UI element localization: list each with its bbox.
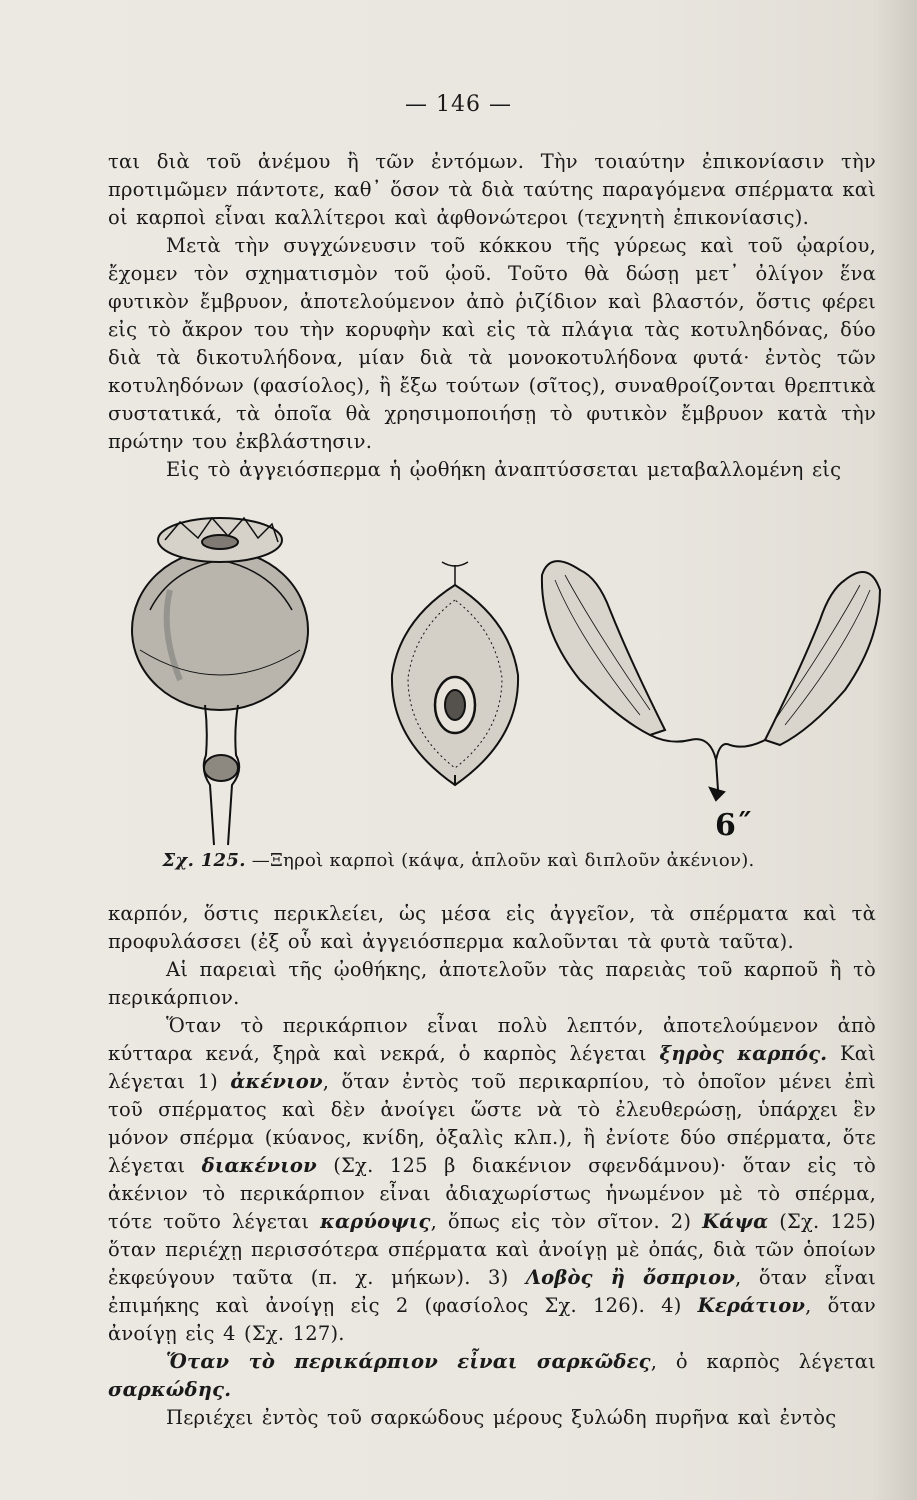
term: Ὅταν τὸ περικάρπιον εἶναι σαρκῶδες: [166, 1350, 651, 1373]
term: σαρκώδης.: [108, 1378, 232, 1401]
text-run: , ὁ καρπὸς λέγεται: [650, 1350, 876, 1373]
paragraph: Αἱ παρειαὶ τῆς ᾠοθήκης, ἀποτελοῦν τὰς παρειὰς τοῦ καρποῦ ἢ τὸ περικάρπιον.: [108, 958, 876, 1009]
term: ἀκένιον: [230, 1070, 323, 1093]
paragraph: Περιέχει ἐντὸς τοῦ σαρκώδους μέρους ξυλώδη πυρῆνα καὶ ἐντὸς: [166, 1406, 837, 1429]
term: Λοβὸς ἢ ὄσπριον: [525, 1266, 736, 1289]
text-run: , ὅταν ἀνοίγῃ εἰς 4 (Σχ. 127).: [108, 1294, 876, 1345]
text-run: Ὅταν τὸ περικάρπιον εἶναι πολὺ λεπτόν, ἀποτελούμενον ἀπὸ κύτταρα κενά, ξηρὰ καὶ νεκρά, ὁ καρπὸς λέγεται: [108, 1014, 876, 1065]
term: ξηρὸς καρπός.: [659, 1042, 828, 1065]
figure-125: [110, 500, 890, 850]
figure-label: Σχ. 125.: [162, 850, 246, 871]
text-run: , ὅταν εἶναι ἐπιμήκης καὶ ἀνοίγῃ εἰς 2 (φασίολος Σχ. 126). 4): [108, 1266, 876, 1317]
term: Κεράτιον: [697, 1294, 806, 1317]
paragraph: Εἰς τὸ ἀγγειόσπερμα ἡ ᾠοθήκη ἀναπτύσσεται μεταβαλλομένη εἰς: [166, 458, 842, 481]
text-run: , ὅπως εἰς τὸν σῖτον. 2): [430, 1210, 703, 1233]
maple-samara-drawing: [542, 561, 880, 800]
figure-mark: 6˝: [715, 808, 751, 843]
text-run: (Σχ. 125 β διακένιον σφενδάμνου)· ὅταν εἰς τὸ ἀκένιον τὸ περικάρπιον εἶναι ἀδιαχωρίστως ἡνωμένον μὲ τὸ σπέρμα, τότε τοῦτο λέγεται: [108, 1154, 876, 1233]
term: διακένιον: [201, 1154, 317, 1177]
bottom-text-block: [108, 900, 876, 1432]
top-text-block: [108, 148, 876, 484]
paragraph: ται διὰ τοῦ ἀνέμου ἢ τῶν ἐντόμων. Τὴν τοιαύτην ἐπικονίασιν τὴν προτιμῶμεν πάντοτε, καθ᾽ ὅσον τὰ διὰ ταύτης παραγόμενα σπέρματα καὶ οἱ καρποὶ εἶναι καλλίτεροι καὶ ἀφθονώτεροι (τεχνητὴ ἐπικονίασις).: [108, 150, 876, 229]
term: Κάψα: [702, 1210, 769, 1233]
text-run: , ὅταν ἐντὸς τοῦ περικαρπίου, τὸ ὁποῖον μένει ἐπὶ τοῦ σπέρματος καὶ δὲν ἀνοίγει ὥστε νὰ τὸ ἐλευθερώσῃ, ὑπάρχει ἓν μόνον σπέρμα (κύανος, κνίδη, ὀξαλὶς κλπ.), ἢ ἐνίοτε δύο σπέρματα, ὅτε λέγεται: [108, 1070, 876, 1177]
poppy-capsule-drawing: [132, 518, 308, 845]
achene-section-drawing: [392, 562, 518, 785]
term: καρύοψις: [320, 1210, 431, 1233]
paragraph: [108, 1348, 876, 1404]
paragraph: Μετὰ τὴν συγχώνευσιν τοῦ κόκκου τῆς γύρεως καὶ τοῦ ᾠαρίου, ἔχομεν τὸν σχηματισμὸν τοῦ ᾠοῦ. Τοῦτο θὰ δώσῃ μετ᾽ ὀλίγον ἕνα φυτικὸν ἔμβρυον, ἀποτελούμενον ἀπὸ ῥιζίδιον καὶ βλαστόν, ὅστις φέρει εἰς τὸ ἄκρον του τὴν κορυφὴν καὶ εἰς τὰ πλάγια τὰς κοτυληδόνας, δύο διὰ τὰ δικοτυλήδονα, μίαν διὰ τὰ μονοκοτυλήδονα φυτά· ἐντὸς τῶν κοτυληδόνων (φασίολος), ἢ ἔξω τούτων (σῖτος), συναθροίζονται θρεπτικὰ συστατικά, τὰ ὁποῖα θὰ χρησιμοποιήσῃ τὸ φυτικὸν ἔμβρυον κατὰ τὴν πρώτην του ἐκβλάστησιν.: [108, 234, 876, 453]
paragraph: [108, 1012, 876, 1348]
paragraph: καρπόν, ὅστις περικλείει, ὡς μέσα εἰς ἀγγεῖον, τὰ σπέρματα καὶ τὰ προφυλάσσει (ἐξ οὗ καὶ ἀγγειόσπερμα καλοῦνται τὰ φυτὰ ταῦτα).: [108, 902, 876, 953]
page-number: — 146 —: [405, 92, 512, 117]
figure-illustration: [110, 500, 890, 850]
figure-caption-text: —Ξηροὶ καρποὶ (κάψα, ἁπλοῦν καὶ διπλοῦν ἀκένιον).: [251, 850, 755, 871]
text-run: (Σχ. 125) ὅταν περιέχῃ περισσότερα σπέρματα καὶ ἀνοίγῃ μὲ ὀπάς, διὰ τῶν ὁποίων ἐκφεύγουν ταῦτα (π. χ. μήκων). 3): [108, 1210, 876, 1289]
text-run: Καὶ λέγεται 1): [108, 1042, 876, 1093]
figure-caption: [0, 850, 917, 871]
